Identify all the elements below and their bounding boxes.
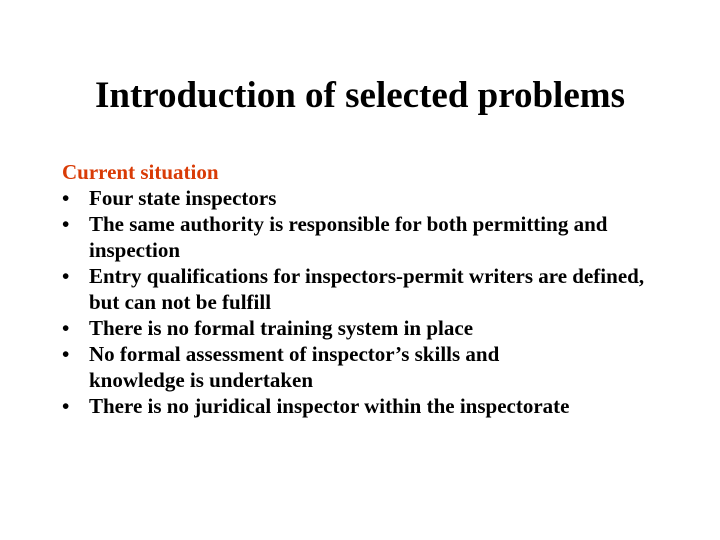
bullet-icon: • xyxy=(62,186,70,210)
bullet-item-qualifications xyxy=(62,263,702,315)
bullet-text: No formal assessment of inspector’s skills and knowledge is undertaken xyxy=(89,342,500,392)
bullet-icon: • xyxy=(62,394,70,418)
bullet-text: There is no juridical inspector within the inspectorate xyxy=(89,394,570,418)
bullet-list xyxy=(62,185,702,419)
bullet-icon: • xyxy=(62,316,70,340)
bullet-text: Four state inspectors xyxy=(89,186,277,210)
bullet-item-juridical xyxy=(62,393,702,419)
bullet-icon: • xyxy=(62,264,70,288)
bullet-text: The same authority is responsible for both permitting and inspection xyxy=(89,212,608,262)
bullet-item-authority xyxy=(62,211,702,263)
bullet-item-assessment xyxy=(62,341,702,393)
bullet-item-inspectors xyxy=(62,185,702,211)
slide-content xyxy=(62,159,702,419)
section-heading: Current situation xyxy=(62,160,219,184)
bullet-item-training xyxy=(62,315,702,341)
bullet-icon: • xyxy=(62,342,70,366)
slide-title: Introduction of selected problems xyxy=(95,75,625,116)
bullet-text: There is no formal training system in place xyxy=(89,316,474,340)
bullet-icon: • xyxy=(62,212,70,236)
bullet-text: Entry qualifications for inspectors-permit writers are defined, but can not be fulfill xyxy=(89,264,645,314)
